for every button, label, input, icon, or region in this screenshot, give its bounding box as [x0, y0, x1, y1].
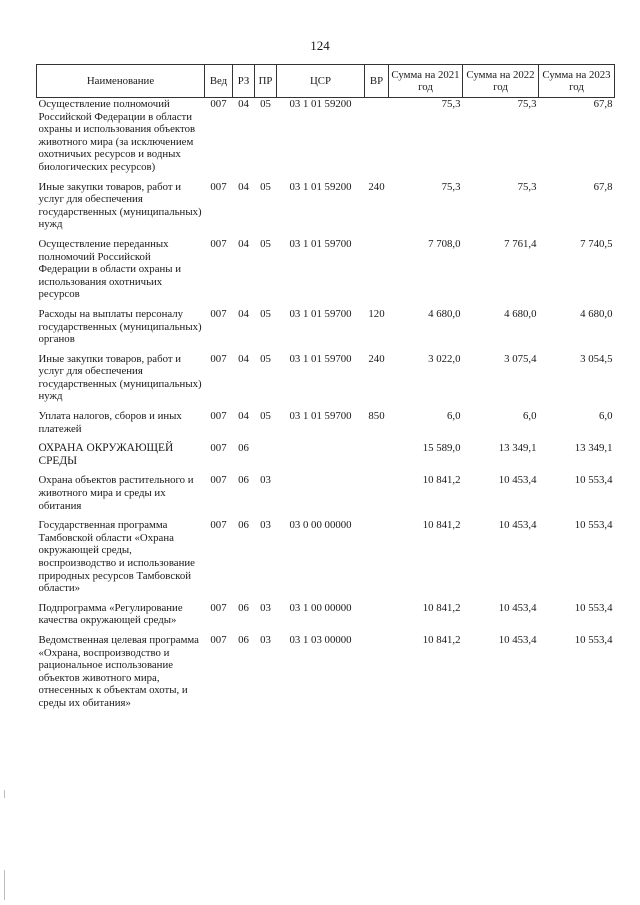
cell-name: Уплата налогов, сборов и иных платежей — [38, 410, 182, 435]
cell-name: Осуществление переданных полномочий Российской Федерации в области охраны и использования охотничьих ресурсов — [38, 237, 182, 301]
cell-vr — [365, 238, 389, 308]
table-row — [37, 308, 615, 353]
cell-sum-2021: 6,0 — [447, 410, 461, 423]
cell-csr: 03 1 01 59700 — [289, 352, 352, 365]
cell-ved: 007 — [210, 633, 227, 646]
table-header-row — [37, 65, 615, 98]
cell-vr — [365, 442, 389, 474]
cell-pr: 03 — [260, 633, 271, 646]
table-row — [37, 238, 615, 308]
cell-csr: 03 1 01 59200 — [289, 98, 352, 110]
cell-name: Расходы на выплаты персоналу государственных (муниципальных) органов — [38, 307, 202, 346]
cell-ved: 007 — [210, 307, 227, 320]
cell-sum-2021: 10 841,2 — [422, 633, 461, 646]
cell-csr: 03 1 01 59700 — [289, 307, 352, 320]
cell-csr — [277, 442, 365, 474]
table-row — [37, 353, 615, 410]
cell-sum-2023: 13 349,1 — [574, 442, 613, 455]
header-ved: Вед — [205, 65, 233, 98]
page-number: 124 — [310, 38, 330, 53]
budget-table — [36, 64, 615, 717]
table-row — [37, 442, 615, 474]
cell-rz: 04 — [238, 410, 249, 423]
cell-sum-2023: 6,0 — [599, 410, 613, 423]
cell-pr: 05 — [260, 410, 271, 423]
cell-ved: 007 — [210, 474, 227, 487]
cell-vr: 850 — [368, 410, 385, 423]
cell-sum-2022: 10 453,4 — [498, 474, 537, 487]
cell-ved: 007 — [210, 237, 227, 250]
cell-pr: 05 — [260, 98, 271, 110]
header-name: Наименование — [37, 65, 205, 98]
cell-sum-2023: 10 553,4 — [574, 519, 613, 532]
cell-ved: 007 — [210, 519, 227, 532]
cell-vr — [365, 634, 389, 717]
cell-sum-2023: 10 553,4 — [574, 633, 613, 646]
header-rz: РЗ — [233, 65, 255, 98]
cell-sum-2023: 4 680,0 — [580, 307, 613, 320]
cell-name: Государственная программа Тамбовской области «Охрана окружающей среды, воспроизводство и использование природных ресурсов Тамбовской области» — [38, 519, 195, 595]
cell-ved: 007 — [210, 98, 227, 110]
cell-sum-2022: 10 453,4 — [498, 633, 537, 646]
header-csr: ЦСР — [277, 65, 365, 98]
cell-sum-2023: 67,8 — [593, 98, 613, 110]
cell-vr — [365, 602, 389, 634]
cell-rz: 04 — [238, 180, 249, 193]
cell-ved: 007 — [210, 180, 227, 193]
margin-mark — [4, 790, 5, 798]
cell-csr: 03 1 00 00000 — [289, 601, 352, 614]
cell-csr: 03 0 00 00000 — [289, 519, 352, 532]
header-sum-2022: Сумма на 2022 год — [463, 65, 539, 98]
cell-name: Иные закупки товаров, работ и услуг для обеспечения государственных (муниципальных) нужд — [38, 352, 202, 403]
cell-vr: 240 — [368, 180, 385, 193]
cell-sum-2023: 67,8 — [593, 180, 613, 193]
cell-name: Иные закупки товаров, работ и услуг для обеспечения государственных (муниципальных) нужд — [38, 180, 202, 231]
cell-pr: 05 — [260, 352, 271, 365]
table-row — [37, 519, 615, 602]
cell-rz: 04 — [238, 352, 249, 365]
header-sum-2023: Сумма на 2023 год — [539, 65, 615, 98]
cell-pr — [255, 442, 277, 474]
cell-sum-2022: 6,0 — [523, 410, 537, 423]
cell-rz: 06 — [238, 474, 249, 487]
table-row — [37, 602, 615, 634]
cell-ved: 007 — [210, 410, 227, 423]
cell-sum-2021: 15 589,0 — [422, 442, 461, 455]
cell-name: Охрана объектов растительного и животного мира и среды их обитания — [38, 474, 194, 512]
cell-sum-2022: 3 075,4 — [504, 352, 537, 365]
header-pr: ПР — [255, 65, 277, 98]
cell-sum-2021: 75,3 — [441, 180, 461, 193]
cell-pr: 03 — [260, 519, 271, 532]
cell-vr — [365, 519, 389, 602]
cell-sum-2022: 75,3 — [517, 98, 537, 110]
cell-csr: 03 1 03 00000 — [289, 633, 352, 646]
cell-rz: 06 — [238, 519, 249, 532]
cell-rz: 04 — [238, 98, 249, 110]
cell-sum-2023: 7 740,5 — [580, 237, 613, 250]
cell-sum-2023: 10 553,4 — [574, 474, 613, 487]
cell-name: ОХРАНА ОКРУЖАЮЩЕЙ СРЕДЫ — [38, 442, 174, 467]
cell-pr: 05 — [260, 180, 271, 193]
table-row — [37, 181, 615, 238]
cell-sum-2022: 10 453,4 — [498, 519, 537, 532]
cell-name: Подпрограмма «Регулирование качества окружающей среды» — [38, 601, 183, 627]
cell-sum-2021: 75,3 — [441, 98, 461, 110]
cell-sum-2021: 10 841,2 — [422, 601, 461, 614]
cell-rz: 06 — [238, 633, 249, 646]
cell-rz: 06 — [238, 601, 249, 614]
cell-name: Осуществление полномочий Российской Федерации в области охраны и использования объектов животного мира (за исключением охотничьих ресурсов и водных биологических ресурсов) — [38, 98, 196, 173]
cell-rz: 06 — [238, 442, 249, 455]
cell-sum-2021: 7 708,0 — [428, 237, 461, 250]
cell-sum-2021: 10 841,2 — [422, 474, 461, 487]
table-row — [37, 634, 615, 717]
cell-vr — [365, 474, 389, 519]
table-row — [37, 410, 615, 442]
cell-vr: 120 — [368, 307, 385, 320]
cell-sum-2022: 13 349,1 — [498, 442, 537, 455]
cell-sum-2021: 4 680,0 — [428, 307, 461, 320]
header-vr: ВР — [365, 65, 389, 98]
cell-pr: 03 — [260, 474, 271, 487]
header-sum-2021: Сумма на 2021 год — [389, 65, 463, 98]
table-row — [37, 98, 615, 181]
cell-ved: 007 — [210, 601, 227, 614]
cell-sum-2021: 3 022,0 — [428, 352, 461, 365]
cell-name: Ведомственная целевая программа «Охрана, воспроизводство и рациональное использование объектов животного мира, отнесенных к объектам охоты, и среды их обитания» — [38, 633, 199, 709]
cell-sum-2022: 10 453,4 — [498, 601, 537, 614]
cell-csr: 03 1 01 59200 — [289, 180, 352, 193]
cell-sum-2022: 4 680,0 — [504, 307, 537, 320]
cell-pr: 03 — [260, 601, 271, 614]
cell-sum-2022: 7 761,4 — [504, 237, 537, 250]
cell-csr: 03 1 01 59700 — [289, 237, 352, 250]
cell-ved: 007 — [210, 442, 227, 455]
cell-sum-2021: 10 841,2 — [422, 519, 461, 532]
cell-vr — [365, 98, 389, 181]
cell-ved: 007 — [210, 352, 227, 365]
cell-pr: 05 — [260, 237, 271, 250]
cell-sum-2022: 75,3 — [517, 180, 537, 193]
cell-csr — [277, 474, 365, 519]
table-body — [37, 98, 615, 717]
cell-sum-2023: 3 054,5 — [580, 352, 613, 365]
cell-rz: 04 — [238, 237, 249, 250]
margin-mark — [4, 870, 5, 900]
cell-sum-2023: 10 553,4 — [574, 601, 613, 614]
cell-csr: 03 1 01 59700 — [289, 410, 352, 423]
cell-pr: 05 — [260, 307, 271, 320]
cell-rz: 04 — [238, 307, 249, 320]
table-row — [37, 474, 615, 519]
cell-vr: 240 — [368, 352, 385, 365]
